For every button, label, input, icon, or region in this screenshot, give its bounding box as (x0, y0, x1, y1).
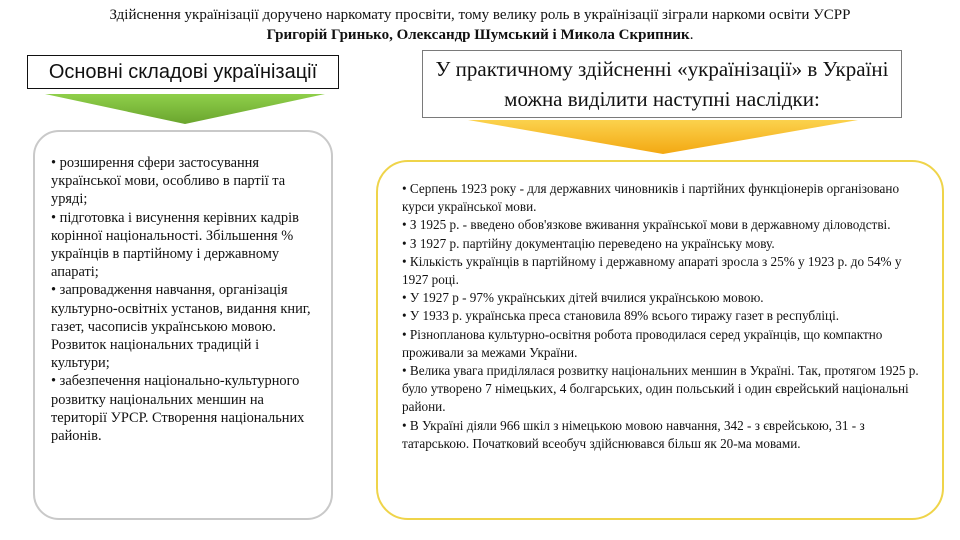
result-item: • Серпень 1923 року - для державних чиновників і партійних функціонерів організовано курси української мови. (402, 181, 900, 215)
left-heading: Основні складові українізації (27, 55, 339, 89)
results-panel (376, 160, 944, 520)
right-heading (422, 50, 902, 118)
component-item: • забезпечення національно-культурного розвитку національних меншин на території УРСР. Створення національних районів. (51, 373, 305, 445)
green-arrow-down-icon (45, 94, 325, 124)
orange-arrow-down-icon (468, 120, 858, 154)
result-item: • Велика увага приділялася розвитку національних меншин в Україні. Так, протягом 1925 р. було утворено 7 німецьких, 4 болгарських, один польський і один єврейський національні райони. (402, 363, 919, 415)
component-item: • підготовка і висунення керівних кадрів корінної національності. Збільшення % українців в партійному і державному апараті; (51, 209, 299, 281)
result-item: • З 1925 р. - введено обов'язкове вживання української мови в державному діловодстві. (402, 217, 891, 233)
result-item: • З 1927 р. партійну документацію переведено на українську мову. (402, 235, 775, 251)
intro-line1: Здійснення українізації доручено наркомату просвіти, тому велику роль в українізації зіграли наркоми освіти УСРР (109, 7, 851, 23)
component-item: • розширення сфери застосування української мови, особливо в партії та уряді; (51, 155, 286, 208)
intro-period: . (689, 27, 694, 43)
components-panel (33, 130, 333, 520)
right-heading-text: У практичному здійсненні «українізації» в Україні можна виділити наступні наслідки: (435, 57, 889, 111)
result-item: • У 1933 р. українська преса становила 89% всього тиражу газет в республіці. (402, 308, 840, 324)
result-item: • У 1927 р - 97% українських дітей вчилися українською мовою. (402, 290, 764, 306)
intro-commissars: Григорій Гринько, Олександр Шумський і Микола Скрипник (266, 27, 690, 43)
result-item: • Кількість українців в партійному і державному апараті зросла з 25% у 1923 р. до 54% у 1927 році. (402, 253, 902, 288)
result-item: • В Україні діяли 966 шкіл з німецькою мовою навчання, 342 - з єврейською, 31 - з татарською. Початковий всеобуч здійснювався більш як 20-ма мовами. (402, 417, 865, 451)
result-item: • Різнопланова культурно-освітня робота проводилася серед українців, що компактно проживали за межами України. (402, 326, 883, 360)
component-item: • запровадження навчання, організація культурно-освітніх установ, видання книг, газет, часописів українською мовою. Розвиток національних традицій і культури; (51, 282, 311, 372)
